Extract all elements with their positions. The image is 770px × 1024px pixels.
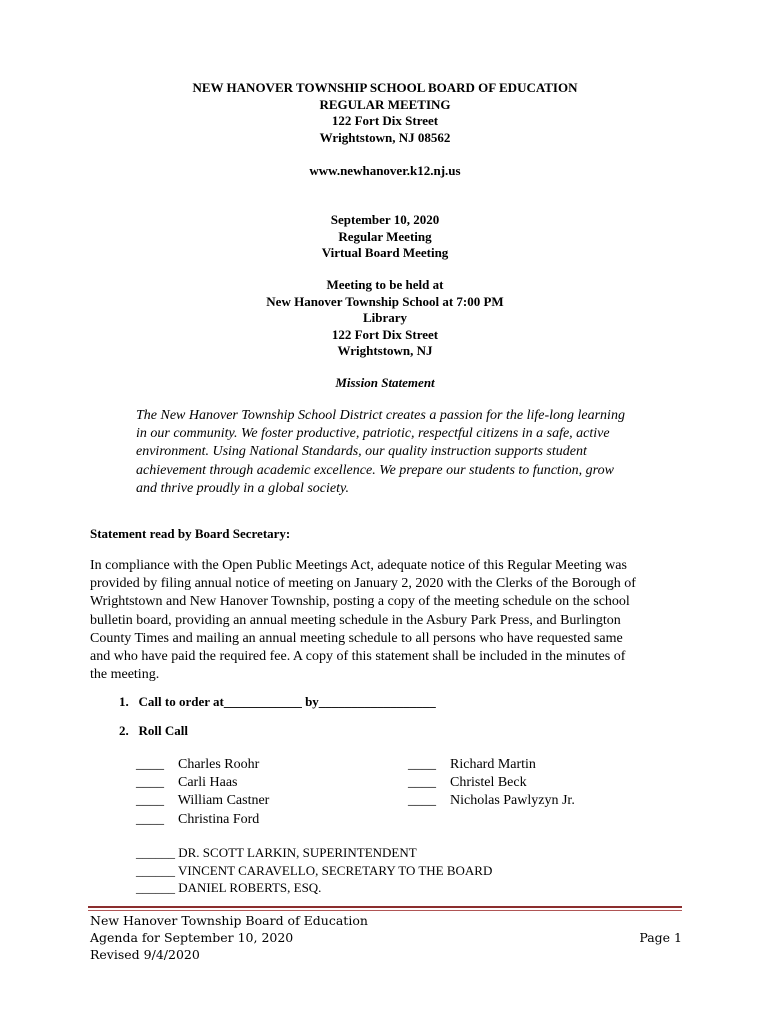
statement-line: Wrightstown and New Hanover Township, posting a copy of the meeting schedule on the school <box>90 594 630 610</box>
location-line-2: New Hanover Township School at 7:00 PM <box>266 293 504 309</box>
statement-line: In compliance with the Open Public Meetings Act, adequate notice of this Regular Meeting was <box>90 558 627 573</box>
mission-line: The New Hanover Township School District creates a passion for the life-long learning <box>136 408 625 423</box>
footer-org: New Hanover Township Board of Education <box>90 913 368 928</box>
footer-revised: Revised 9/4/2020 <box>90 947 200 962</box>
roll-call-entry: ____ Richard Martin <box>408 757 536 772</box>
statement-heading: Statement read by Board Secretary: <box>90 526 291 541</box>
board-name: NEW HANOVER TOWNSHIP SCHOOL BOARD OF EDUCATION <box>192 80 578 95</box>
agenda-item-roll-call: 2. Roll Call <box>119 723 188 738</box>
roll-call-entry: ____ Carli Haas <box>136 775 238 791</box>
roll-call-left <box>136 756 269 829</box>
roll-call-entry: ____ William Castner <box>136 793 270 809</box>
statement-line: bulletin board, providing an annual meeting schedule in the Asbury Park Press, and Burlington <box>90 612 621 628</box>
footer-agenda-date: Agenda for September 10, 2020 <box>90 930 294 945</box>
roll-call-entry: ____ Christel Beck <box>408 775 527 791</box>
meeting-format: Virtual Board Meeting <box>321 245 449 260</box>
staff-entry: ______ VINCENT CARAVELLO, SECRETARY TO THE BOARD <box>136 862 493 878</box>
mission-title: Mission Statement <box>335 375 435 390</box>
meeting-info <box>0 212 770 262</box>
meeting-date: September 10, 2020 <box>330 212 440 227</box>
meeting-type: Regular Meeting <box>338 228 432 244</box>
mission-line: environment. Using National Standards, our quality instruction supports student <box>136 444 587 460</box>
location-block <box>0 277 770 360</box>
header-block <box>0 80 770 146</box>
location-line-5: Wrightstown, NJ <box>337 343 433 358</box>
roll-call-right <box>408 756 575 811</box>
website-link[interactable]: www.newhanover.k12.nj.us <box>309 163 461 178</box>
roll-call-entry: ____ Nicholas Pawlyzyn Jr. <box>408 793 575 809</box>
mission-line: and thrive proudly in a global society. <box>136 480 349 496</box>
location-line-1: Meeting to be held at <box>326 277 444 292</box>
roll-call-entry: ____ Christina Ford <box>136 811 260 827</box>
statement-line: County Times and mailing an annual meeting schedule to all persons who have requested same <box>90 630 623 646</box>
roll-call-entry: ____ Charles Roohr <box>136 757 260 772</box>
statement-line: and who have paid the required fee. A copy of this statement shall be included in the minutes of <box>90 649 626 665</box>
statement-line: the meeting. <box>90 667 160 683</box>
meeting-kind: REGULAR MEETING <box>319 96 451 112</box>
location-line-3: Library <box>362 310 408 325</box>
statement-line: provided by filing annual notice of meeting on January 2, 2020 with the Clerks of the Borough of <box>90 576 636 592</box>
page-footer <box>90 912 682 963</box>
staff-attendance <box>136 844 492 897</box>
agenda-item-call-to-order: 1. Call to order at____________ by__________________ <box>119 694 436 709</box>
mission-statement <box>136 407 681 498</box>
footer-divider-thin <box>88 910 682 911</box>
statement-body <box>90 557 690 684</box>
staff-entry: ______ DANIEL ROBERTS, ESQ. <box>136 880 322 895</box>
mission-line: in our community. We foster productive, patriotic, respectful citizens in a safe, active <box>136 426 610 442</box>
location-line-4: 122 Fort Dix Street <box>331 326 439 342</box>
staff-entry: ______ DR. SCOTT LARKIN, SUPERINTENDENT <box>136 845 417 860</box>
footer-divider <box>88 906 682 908</box>
page-number: Page 1 <box>639 930 682 945</box>
mission-line: achievement through academic excellence. We prepare our students to function, grow <box>136 462 614 478</box>
street-address: 122 Fort Dix Street <box>331 113 439 128</box>
city-state-zip: Wrightstown, NJ 08562 <box>319 129 451 145</box>
